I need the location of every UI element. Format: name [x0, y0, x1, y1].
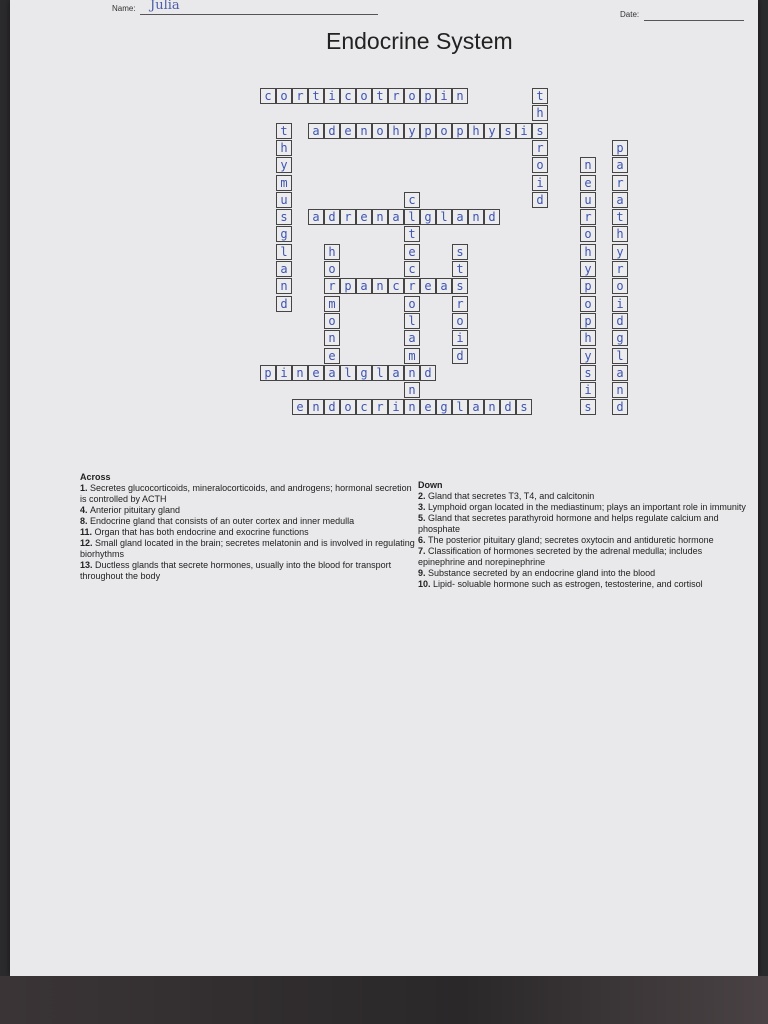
crossword-cell[interactable]: m: [324, 296, 340, 312]
crossword-cell[interactable]: h: [324, 244, 340, 260]
clue-text: Small gland located in the brain; secretes melatonin and is involved in regulating biorhythms: [80, 538, 415, 559]
crossword-cell[interactable]: i: [276, 365, 292, 381]
clue-text: Gland that secretes parathyroid hormone and helps regulate calcium and phosphate: [418, 513, 719, 534]
crossword-cell[interactable]: o: [372, 123, 388, 139]
crossword-cell[interactable]: s: [452, 244, 468, 260]
crossword-cell[interactable]: o: [404, 88, 420, 104]
crossword-cell[interactable]: i: [532, 175, 548, 191]
crossword-cell[interactable]: p: [452, 123, 468, 139]
crossword-cell[interactable]: g: [356, 365, 372, 381]
crossword-cell[interactable]: h: [388, 123, 404, 139]
crossword-cell[interactable]: y: [276, 157, 292, 173]
clue-text: Secretes glucocorticoids, mineralocorticoids, and androgens; hormonal secretion is controlled by ACTH: [80, 483, 412, 504]
crossword-cell[interactable]: p: [612, 140, 628, 156]
crossword-cell[interactable]: o: [580, 296, 596, 312]
crossword-grid: [0, 0, 768, 480]
crossword-cell[interactable]: o: [532, 157, 548, 173]
crossword-cell[interactable]: l: [612, 348, 628, 364]
crossword-cell[interactable]: o: [436, 123, 452, 139]
crossword-cell[interactable]: d: [452, 348, 468, 364]
clue-number: 10.: [418, 579, 434, 589]
crossword-cell[interactable]: h: [580, 330, 596, 346]
crossword-cell[interactable]: p: [420, 88, 436, 104]
crossword-cell[interactable]: l: [276, 244, 292, 260]
crossword-cell[interactable]: s: [580, 365, 596, 381]
clue-text: Organ that has both endocrine and exocrine functions: [94, 527, 309, 537]
crossword-cell[interactable]: y: [580, 261, 596, 277]
across-clue: [80, 483, 416, 505]
clue-text: Classification of hormones secreted by the adrenal medulla; includes epinephrine and norepinephrine: [418, 546, 703, 567]
clue-text: Lipid- soluable hormone such as estrogen, testosterine, and cortisol: [433, 579, 703, 589]
clue-number: 7.: [418, 546, 429, 556]
crossword-cell[interactable]: y: [484, 123, 500, 139]
across-heading: Across: [80, 472, 111, 482]
crossword-cell[interactable]: r: [324, 278, 340, 294]
crossword-cell[interactable]: g: [420, 209, 436, 225]
name-label: Name:: [112, 4, 136, 13]
crossword-cell[interactable]: a: [276, 261, 292, 277]
crossword-cell[interactable]: i: [324, 88, 340, 104]
crossword-cell[interactable]: d: [532, 192, 548, 208]
crossword-cell[interactable]: u: [276, 192, 292, 208]
across-clues: [80, 472, 416, 582]
crossword-cell[interactable]: u: [580, 192, 596, 208]
crossword-cell[interactable]: i: [580, 382, 596, 398]
background-floor: [0, 976, 768, 1024]
crossword-cell[interactable]: e: [356, 209, 372, 225]
crossword-cell[interactable]: n: [276, 278, 292, 294]
crossword-cell[interactable]: n: [468, 209, 484, 225]
crossword-cell[interactable]: y: [580, 348, 596, 364]
date-label: Date:: [620, 10, 640, 19]
crossword-cell[interactable]: o: [324, 261, 340, 277]
crossword-cell[interactable]: d: [324, 123, 340, 139]
crossword-cell[interactable]: a: [404, 330, 420, 346]
clue-text: Lymphoid organ located in the mediastinum; plays an important role in immunity: [428, 502, 746, 512]
crossword-cell[interactable]: o: [356, 88, 372, 104]
crossword-cell[interactable]: c: [340, 88, 356, 104]
crossword-cell[interactable]: r: [404, 278, 420, 294]
crossword-cell[interactable]: t: [404, 226, 420, 242]
down-clue: [418, 579, 748, 590]
clue-text: Endocrine gland that consists of an outer cortex and inner medulla: [90, 516, 355, 526]
clue-number: 6.: [418, 535, 429, 545]
crossword-cell[interactable]: e: [324, 348, 340, 364]
crossword-cell[interactable]: g: [612, 330, 628, 346]
down-clues: [418, 480, 748, 590]
crossword-cell[interactable]: n: [356, 123, 372, 139]
clue-text: Substance secreted by an endocrine gland into the blood: [428, 568, 656, 578]
crossword-cell[interactable]: s: [532, 123, 548, 139]
clue-text: Ductless glands that secrete hormones, usually into the blood for transport throughout the body: [80, 560, 392, 581]
crossword-cell[interactable]: a: [436, 278, 452, 294]
crossword-cell[interactable]: h: [276, 140, 292, 156]
crossword-cell[interactable]: m: [276, 175, 292, 191]
crossword-cell[interactable]: t: [308, 88, 324, 104]
crossword-cell[interactable]: s: [276, 209, 292, 225]
crossword-cell[interactable]: p: [580, 313, 596, 329]
crossword-cell[interactable]: h: [532, 105, 548, 121]
crossword-cell[interactable]: o: [276, 88, 292, 104]
crossword-cell[interactable]: n: [484, 399, 500, 415]
across-clue: [80, 527, 416, 538]
crossword-cell[interactable]: i: [436, 88, 452, 104]
clue-number: 8.: [80, 516, 91, 526]
clue-number: 4.: [80, 505, 91, 515]
crossword-cell[interactable]: d: [612, 399, 628, 415]
crossword-cell[interactable]: a: [308, 209, 324, 225]
crossword-cell[interactable]: m: [404, 348, 420, 364]
crossword-cell[interactable]: n: [404, 365, 420, 381]
across-clue: [80, 538, 416, 560]
crossword-cell[interactable]: o: [612, 278, 628, 294]
clue-number: 3.: [418, 502, 429, 512]
crossword-cell[interactable]: r: [612, 261, 628, 277]
crossword-cell[interactable]: a: [452, 209, 468, 225]
crossword-cell[interactable]: d: [420, 365, 436, 381]
crossword-cell[interactable]: r: [388, 88, 404, 104]
crossword-cell[interactable]: a: [308, 123, 324, 139]
crossword-cell[interactable]: t: [532, 88, 548, 104]
crossword-cell[interactable]: i: [452, 330, 468, 346]
crossword-cell[interactable]: n: [452, 88, 468, 104]
crossword-cell[interactable]: y: [612, 244, 628, 260]
crossword-cell[interactable]: a: [612, 365, 628, 381]
down-clue: [418, 491, 748, 502]
crossword-cell[interactable]: d: [324, 399, 340, 415]
crossword-cell[interactable]: c: [404, 261, 420, 277]
crossword-cell[interactable]: r: [612, 175, 628, 191]
name-handwriting: Julia: [150, 0, 180, 13]
crossword-cell[interactable]: t: [372, 88, 388, 104]
crossword-cell[interactable]: n: [308, 399, 324, 415]
crossword-cell[interactable]: n: [372, 209, 388, 225]
crossword-cell[interactable]: p: [420, 123, 436, 139]
crossword-cell[interactable]: n: [404, 382, 420, 398]
page-title: Endocrine System: [326, 28, 513, 54]
crossword-cell[interactable]: p: [580, 278, 596, 294]
crossword-cell[interactable]: i: [612, 296, 628, 312]
clue-number: 9.: [418, 568, 429, 578]
crossword-cell[interactable]: a: [388, 209, 404, 225]
crossword-cell[interactable]: p: [340, 278, 356, 294]
crossword-cell[interactable]: t: [452, 261, 468, 277]
crossword-cell[interactable]: r: [340, 209, 356, 225]
crossword-cell[interactable]: a: [388, 365, 404, 381]
crossword-cell[interactable]: e: [404, 244, 420, 260]
clue-text: Gland that secretes T3, T4, and calcitonin: [428, 491, 595, 501]
crossword-cell[interactable]: s: [580, 399, 596, 415]
clue-number: 2.: [418, 491, 429, 501]
clue-text: Anterior pituitary gland: [90, 505, 181, 515]
crossword-cell[interactable]: r: [580, 209, 596, 225]
crossword-cell[interactable]: l: [340, 365, 356, 381]
clue-text: The posterior pituitary gland; secretes oxytocin and antiduretic hormone: [428, 535, 714, 545]
down-clue: [418, 502, 748, 513]
crossword-cell[interactable]: d: [324, 209, 340, 225]
crossword-cell[interactable]: c: [404, 192, 420, 208]
crossword-cell[interactable]: n: [580, 157, 596, 173]
crossword-cell[interactable]: e: [420, 399, 436, 415]
crossword-cell[interactable]: d: [500, 399, 516, 415]
clue-number: 11.: [80, 527, 95, 537]
crossword-cell[interactable]: a: [612, 192, 628, 208]
crossword-cell[interactable]: i: [516, 123, 532, 139]
crossword-cell[interactable]: d: [612, 313, 628, 329]
crossword-cell[interactable]: s: [516, 399, 532, 415]
crossword-cell[interactable]: n: [292, 365, 308, 381]
down-heading: Down: [418, 480, 443, 490]
crossword-cell[interactable]: o: [404, 296, 420, 312]
crossword-cell[interactable]: y: [404, 123, 420, 139]
down-clue: [418, 535, 748, 546]
across-clue: [80, 516, 416, 527]
crossword-cell[interactable]: l: [436, 209, 452, 225]
crossword-cell[interactable]: r: [532, 140, 548, 156]
crossword-cell[interactable]: s: [500, 123, 516, 139]
crossword-cell[interactable]: e: [340, 123, 356, 139]
crossword-cell[interactable]: c: [356, 399, 372, 415]
crossword-cell[interactable]: o: [452, 313, 468, 329]
crossword-cell[interactable]: l: [404, 209, 420, 225]
crossword-cell[interactable]: r: [292, 88, 308, 104]
crossword-cell[interactable]: o: [580, 226, 596, 242]
across-clue: [80, 560, 416, 582]
crossword-cell[interactable]: e: [308, 365, 324, 381]
down-clue: [418, 546, 748, 568]
crossword-cell[interactable]: d: [276, 296, 292, 312]
crossword-cell[interactable]: t: [612, 209, 628, 225]
crossword-cell[interactable]: l: [452, 399, 468, 415]
crossword-cell[interactable]: n: [404, 399, 420, 415]
clue-number: 5.: [418, 513, 429, 523]
crossword-cell[interactable]: h: [468, 123, 484, 139]
crossword-cell[interactable]: r: [452, 296, 468, 312]
crossword-cell[interactable]: t: [276, 123, 292, 139]
crossword-cell[interactable]: i: [388, 399, 404, 415]
crossword-cell[interactable]: e: [292, 399, 308, 415]
crossword-cell[interactable]: a: [468, 399, 484, 415]
down-clue: [418, 513, 748, 535]
across-clue: [80, 505, 416, 516]
crossword-cell[interactable]: a: [612, 157, 628, 173]
crossword-cell[interactable]: h: [612, 226, 628, 242]
crossword-cell[interactable]: p: [260, 365, 276, 381]
crossword-cell[interactable]: e: [580, 175, 596, 191]
crossword-cell[interactable]: h: [580, 244, 596, 260]
clue-number: 12.: [80, 538, 96, 548]
crossword-cell[interactable]: n: [372, 278, 388, 294]
crossword-cell[interactable]: r: [372, 399, 388, 415]
clue-number: 13.: [80, 560, 96, 570]
crossword-cell[interactable]: o: [324, 313, 340, 329]
crossword-cell[interactable]: g: [276, 226, 292, 242]
crossword-cell[interactable]: a: [324, 365, 340, 381]
crossword-cell[interactable]: e: [420, 278, 436, 294]
crossword-cell[interactable]: n: [324, 330, 340, 346]
crossword-cell[interactable]: d: [484, 209, 500, 225]
crossword-cell[interactable]: a: [356, 278, 372, 294]
crossword-cell[interactable]: c: [388, 278, 404, 294]
crossword-cell[interactable]: c: [260, 88, 276, 104]
crossword-cell[interactable]: g: [436, 399, 452, 415]
clue-number: 1.: [80, 483, 91, 493]
down-clue: [418, 568, 748, 579]
crossword-cell[interactable]: n: [612, 382, 628, 398]
crossword-cell[interactable]: l: [404, 313, 420, 329]
crossword-cell[interactable]: o: [340, 399, 356, 415]
crossword-cell[interactable]: l: [372, 365, 388, 381]
crossword-cell[interactable]: s: [452, 278, 468, 294]
